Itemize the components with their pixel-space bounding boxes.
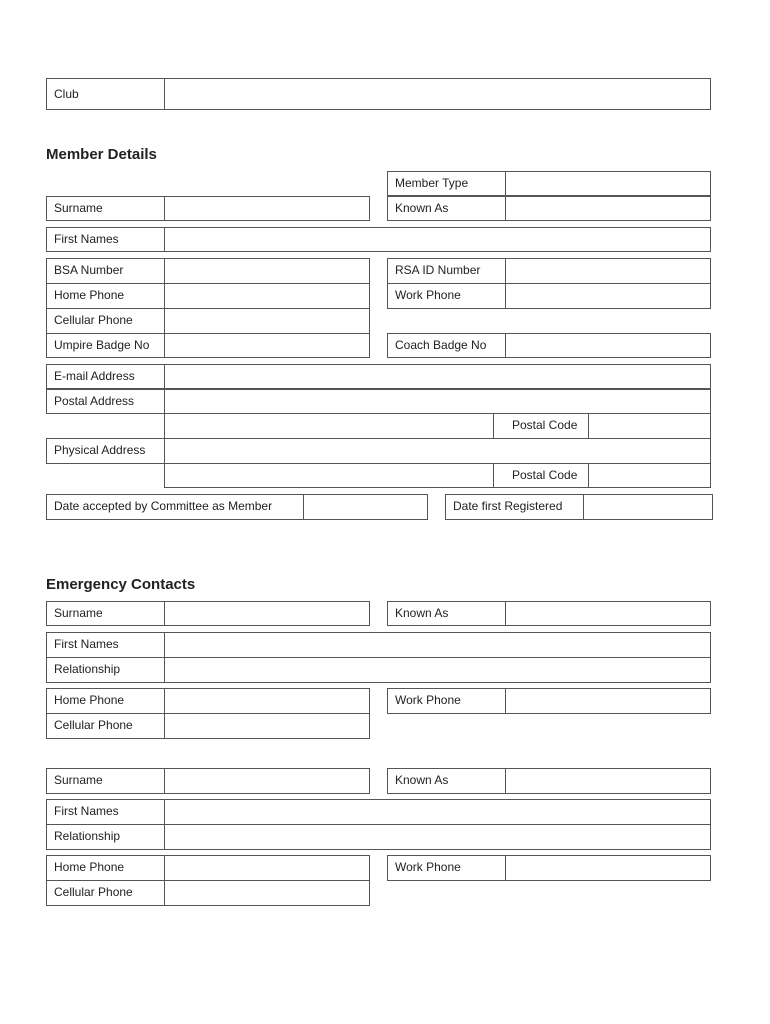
surname-field[interactable] (164, 196, 370, 221)
date-first-registered-field[interactable] (583, 494, 713, 520)
postal-address-line-2-field[interactable] (164, 413, 494, 439)
bsa-number-label: BSA Number (46, 258, 165, 284)
ec2-surname-label: Surname (46, 768, 165, 794)
ec2-first-names-field[interactable] (164, 799, 711, 825)
club-label: Club (46, 78, 165, 110)
member-type-label: Member Type (387, 171, 506, 196)
ec2-home-phone-field[interactable] (164, 855, 370, 881)
ec1-surname-label: Surname (46, 601, 165, 626)
ec1-home-phone-label: Home Phone (46, 688, 165, 714)
umpire-badge-no-field[interactable] (164, 333, 370, 358)
ec1-known-as-label: Known As (387, 601, 506, 626)
ec1-cellular-phone-field[interactable] (164, 713, 370, 739)
club-field[interactable] (164, 78, 711, 110)
email-address-field[interactable] (164, 364, 711, 389)
ec1-cellular-phone-label: Cellular Phone (46, 713, 165, 739)
ec2-known-as-label: Known As (387, 768, 506, 794)
email-address-label: E-mail Address (46, 364, 165, 389)
home-phone-label: Home Phone (46, 283, 165, 309)
physical-address-field[interactable] (164, 438, 711, 464)
ec1-known-as-field[interactable] (505, 601, 711, 626)
work-phone-label: Work Phone (387, 283, 506, 309)
physical-postal-code-field[interactable] (588, 463, 711, 488)
postal-address-label: Postal Address (46, 389, 165, 414)
date-accepted-label: Date accepted by Committee as Member (46, 494, 304, 520)
home-phone-field[interactable] (164, 283, 370, 309)
ec1-relationship-label: Relationship (46, 657, 165, 683)
ec2-surname-field[interactable] (164, 768, 370, 794)
umpire-badge-no-label: Umpire Badge No (46, 333, 165, 358)
work-phone-field[interactable] (505, 283, 711, 309)
physical-address-line-2-field[interactable] (164, 463, 494, 488)
member-details-heading: Member Details (46, 146, 157, 163)
date-accepted-field[interactable] (303, 494, 428, 520)
ec2-cellular-phone-label: Cellular Phone (46, 880, 165, 906)
ec1-home-phone-field[interactable] (164, 688, 370, 714)
ec2-relationship-field[interactable] (164, 824, 711, 850)
ec2-cellular-phone-field[interactable] (164, 880, 370, 906)
date-first-registered-label: Date first Registered (445, 494, 584, 520)
ec1-surname-field[interactable] (164, 601, 370, 626)
ec2-known-as-field[interactable] (505, 768, 711, 794)
postal-code-label: Postal Code (493, 413, 589, 439)
postal-address-field[interactable] (164, 389, 711, 414)
ec2-home-phone-label: Home Phone (46, 855, 165, 881)
coach-badge-no-label: Coach Badge No (387, 333, 506, 358)
ec2-first-names-label: First Names (46, 799, 165, 825)
cellular-phone-label: Cellular Phone (46, 308, 165, 334)
ec2-work-phone-field[interactable] (505, 855, 711, 881)
physical-postal-code-label: Postal Code (493, 463, 589, 488)
rsa-id-number-field[interactable] (505, 258, 711, 284)
cellular-phone-field[interactable] (164, 308, 370, 334)
known-as-field[interactable] (505, 196, 711, 221)
coach-badge-no-field[interactable] (505, 333, 711, 358)
ec2-relationship-label: Relationship (46, 824, 165, 850)
bsa-number-field[interactable] (164, 258, 370, 284)
postal-code-field[interactable] (588, 413, 711, 439)
ec1-work-phone-label: Work Phone (387, 688, 506, 714)
ec1-relationship-field[interactable] (164, 657, 711, 683)
known-as-label: Known As (387, 196, 506, 221)
surname-label: Surname (46, 196, 165, 221)
ec1-first-names-label: First Names (46, 632, 165, 658)
rsa-id-number-label: RSA ID Number (387, 258, 506, 284)
ec1-work-phone-field[interactable] (505, 688, 711, 714)
ec1-first-names-field[interactable] (164, 632, 711, 658)
first-names-label: First Names (46, 227, 165, 252)
member-type-field[interactable] (505, 171, 711, 196)
first-names-field[interactable] (164, 227, 711, 252)
physical-address-label: Physical Address (46, 438, 165, 464)
ec2-work-phone-label: Work Phone (387, 855, 506, 881)
emergency-contacts-heading: Emergency Contacts (46, 576, 196, 593)
